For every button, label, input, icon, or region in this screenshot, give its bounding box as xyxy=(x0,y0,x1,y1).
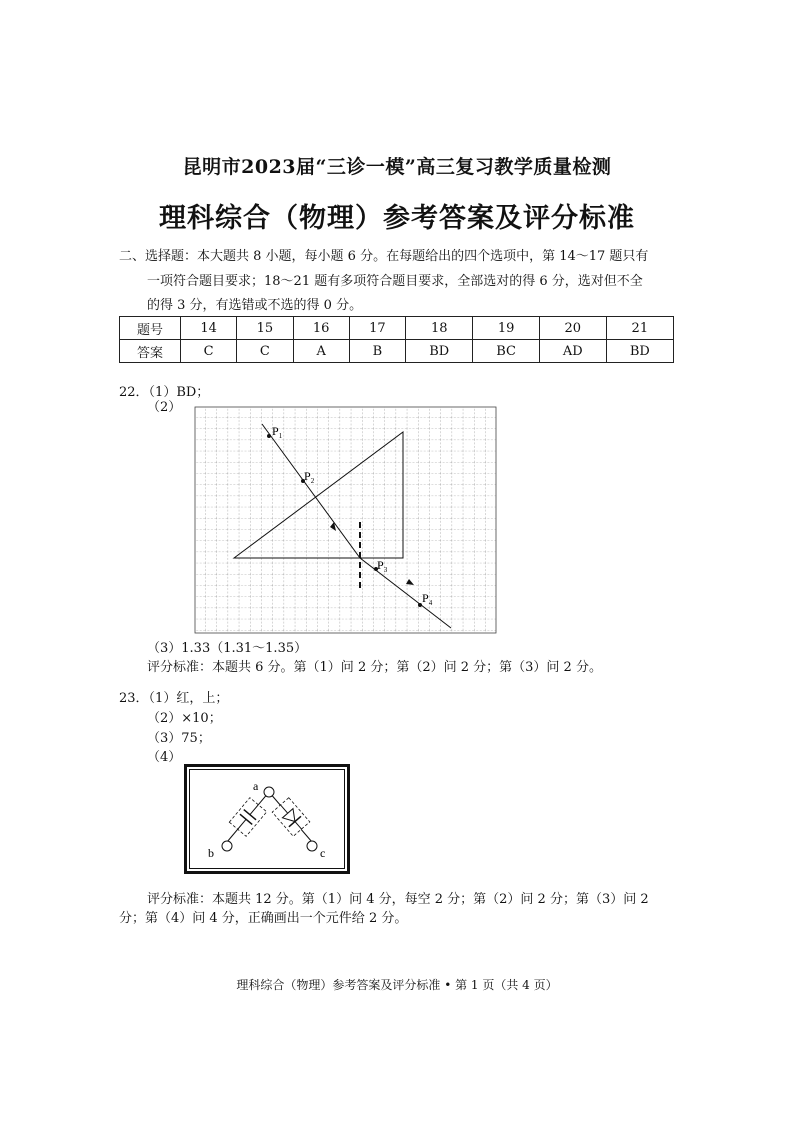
table-row-answers xyxy=(120,340,674,363)
capacitor-icon xyxy=(229,798,266,837)
answer-cell: B xyxy=(349,340,405,363)
section2-intro-line3: 的得 3 分，有选错或不选的得 0 分。 xyxy=(147,298,363,313)
label-c: c xyxy=(320,846,326,860)
answer-cell: C xyxy=(237,340,293,363)
q23-scoring-line1: 评分标准：本题共 12 分。第（1）问 4 分，每空 2 分；第（2）问 2 分；第（3）问 2 xyxy=(147,892,649,907)
diode-icon xyxy=(272,798,310,837)
q23-part2: （2）×10； xyxy=(147,711,222,726)
label-b: b xyxy=(208,846,214,860)
terminal-b xyxy=(222,841,232,851)
label-p3: $P_3$ xyxy=(377,558,388,574)
answer-cell: BC xyxy=(473,340,540,363)
section2-intro-line2: 一项符合题目要求；18～21 题有多项符合题目要求，全部选对的得 6 分，选对但不全 xyxy=(147,274,643,289)
refraction-diagram xyxy=(194,406,498,636)
q22-scoring: 评分标准：本题共 6 分。第（1）问 2 分；第（2）问 2 分；第（3）问 2 分。 xyxy=(147,660,602,675)
q23-scoring-line2: 分；第（4）问 4 分，正确画出一个元件给 2 分。 xyxy=(119,911,408,926)
number-cell: 19 xyxy=(473,317,540,340)
row-answer-label: 答案 xyxy=(120,340,181,363)
q22-part3: （3）1.33（1.31～1.35） xyxy=(147,641,308,656)
number-cell: 21 xyxy=(606,317,673,340)
grid-background xyxy=(195,407,496,633)
q22-part2-label: （2） xyxy=(147,400,182,415)
answer-cell: C xyxy=(181,340,237,363)
q23-part4-label: （4） xyxy=(147,750,182,765)
title-line1: 昆明市2023届“三诊一模”高三复习教学质量检测 xyxy=(182,156,612,178)
table-row-numbers xyxy=(120,317,674,340)
section2-intro-line1: 二、选择题：本大题共 8 小题，每小题 6 分。在每题给出的四个选项中，第 14～17 题只有 xyxy=(119,249,649,264)
answer-table xyxy=(119,316,674,363)
number-cell: 17 xyxy=(349,317,405,340)
answer-cell: AD xyxy=(539,340,606,363)
row-header-label: 题号 xyxy=(120,317,181,340)
answer-cell: BD xyxy=(406,340,473,363)
circuit-diagram xyxy=(184,764,350,874)
point-p1 xyxy=(267,434,271,438)
number-cell: 15 xyxy=(237,317,293,340)
number-cell: 20 xyxy=(539,317,606,340)
number-cell: 14 xyxy=(181,317,237,340)
label-p4: $P_4$ xyxy=(422,591,433,607)
label-p1: $P_1$ xyxy=(272,424,283,440)
answer-cell: BD xyxy=(606,340,673,363)
label-p2: $P_2$ xyxy=(304,469,315,485)
answer-cell: A xyxy=(293,340,349,363)
number-cell: 16 xyxy=(293,317,349,340)
q22-part1: 22．（1）BD； xyxy=(119,385,210,400)
title-line2: 理科综合（物理）参考答案及评分标准 xyxy=(159,203,635,234)
q23-part3: （3）75； xyxy=(147,731,211,746)
number-cell: 18 xyxy=(406,317,473,340)
label-a: a xyxy=(253,779,259,793)
terminal-a xyxy=(264,787,274,797)
terminal-c xyxy=(307,841,317,851)
q23-part1: 23．（1）红，上； xyxy=(119,691,229,706)
page-footer: 理科综合（物理）参考答案及评分标准 • 第 1 页（共 4 页） xyxy=(236,978,558,992)
